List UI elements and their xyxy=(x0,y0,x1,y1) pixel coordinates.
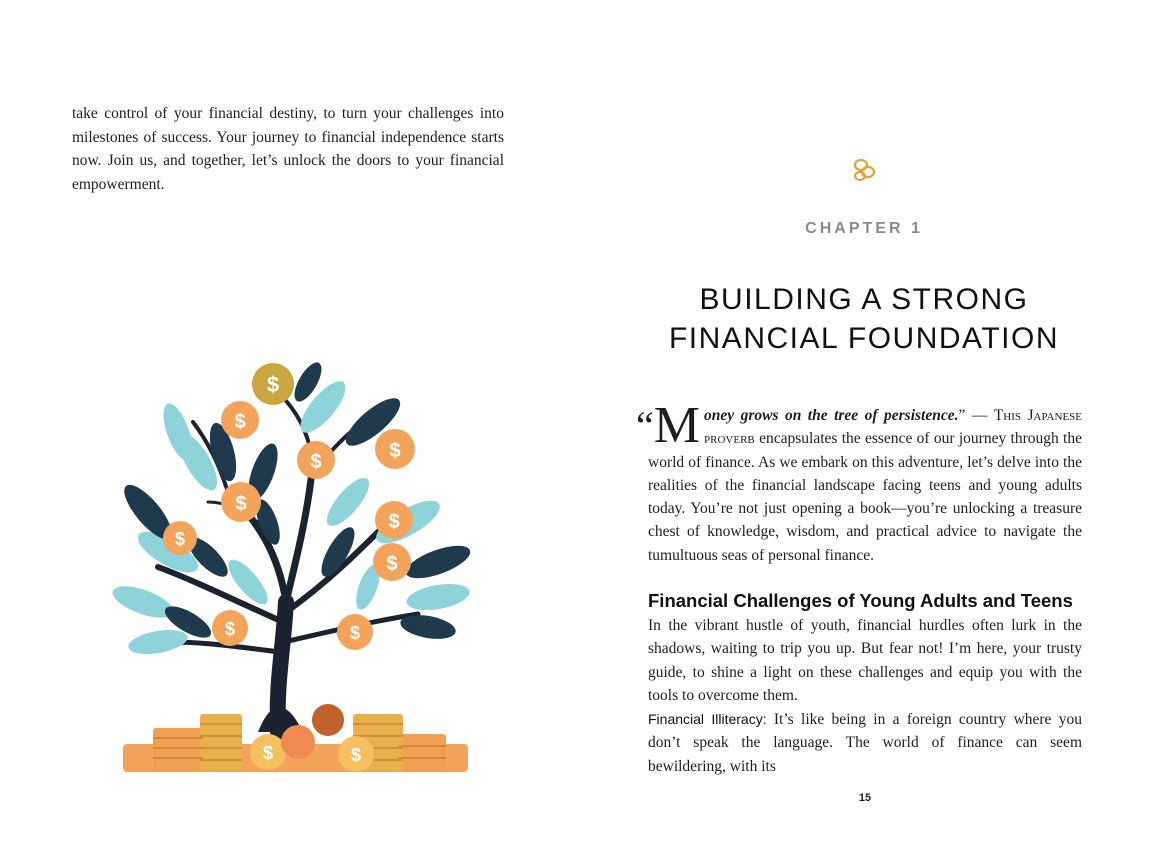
svg-text:$: $ xyxy=(174,529,186,549)
coins-icon xyxy=(851,156,879,184)
svg-text:$: $ xyxy=(262,743,274,763)
chapter-title xyxy=(620,280,1108,358)
money-tree-icon xyxy=(108,352,480,778)
intro-paragraph: “M oney grows on the tree of persistence.” — This Japanese proverb encapsulates the essence of our journey through the world of finance. As we embark on this adventure, let’s delve into the realities of the financial landscape facing teens and young adults today. You’re not just opening a book—you’re unlocking a treasure chest of knowledge, wisdom, and practical advice to navigate the tumultuous seas of personal finance. xyxy=(636,397,1082,564)
chapter-label: CHAPTER 1 xyxy=(805,220,923,237)
drop-cap: “M xyxy=(636,397,701,454)
svg-text:$: $ xyxy=(310,451,322,473)
proverb-quote: oney grows on the tree of persistence. xyxy=(704,407,959,424)
svg-text:$: $ xyxy=(234,411,246,433)
svg-text:$: $ xyxy=(349,623,361,643)
left-page-paragraph: take control of your financial destiny, to turn your challenges into milestones of success. Your journey to financial independence starts now. Join us, and together, let’s unlock the doors to your financial empowerment. xyxy=(72,105,504,193)
section-heading: Financial Challenges of Young Adults and Teens xyxy=(648,590,1073,611)
svg-text:$: $ xyxy=(266,372,280,397)
svg-text:$: $ xyxy=(388,511,400,533)
svg-text:$: $ xyxy=(386,553,398,575)
page-number: 15 xyxy=(858,792,872,804)
svg-text:$: $ xyxy=(224,619,236,639)
body-paragraph-illiteracy: Financial Illiteracy: It’s like being in a foreign country where you don’t speak the language. The world of finance can seem bewildering, with its xyxy=(648,711,1082,775)
svg-text:$: $ xyxy=(235,493,247,515)
svg-text:$: $ xyxy=(350,745,362,765)
svg-text:$: $ xyxy=(389,440,401,462)
chapter-title-line-1: BUILDING A STRONG xyxy=(699,283,1029,316)
term-label: Financial Illiteracy: xyxy=(648,711,767,727)
chapter-title-line-2: FINANCIAL FOUNDATION xyxy=(668,322,1059,355)
body-paragraph: In the vibrant hustle of youth, financial hurdles often lurk in the shadows, waiting to trip you up. But fear not! I’m here, your trusty guide, to shine a light on these challenges and equip you with the tools to overcome them. xyxy=(648,617,1082,704)
proverb-attribution: This Japanese proverb xyxy=(704,407,1082,448)
